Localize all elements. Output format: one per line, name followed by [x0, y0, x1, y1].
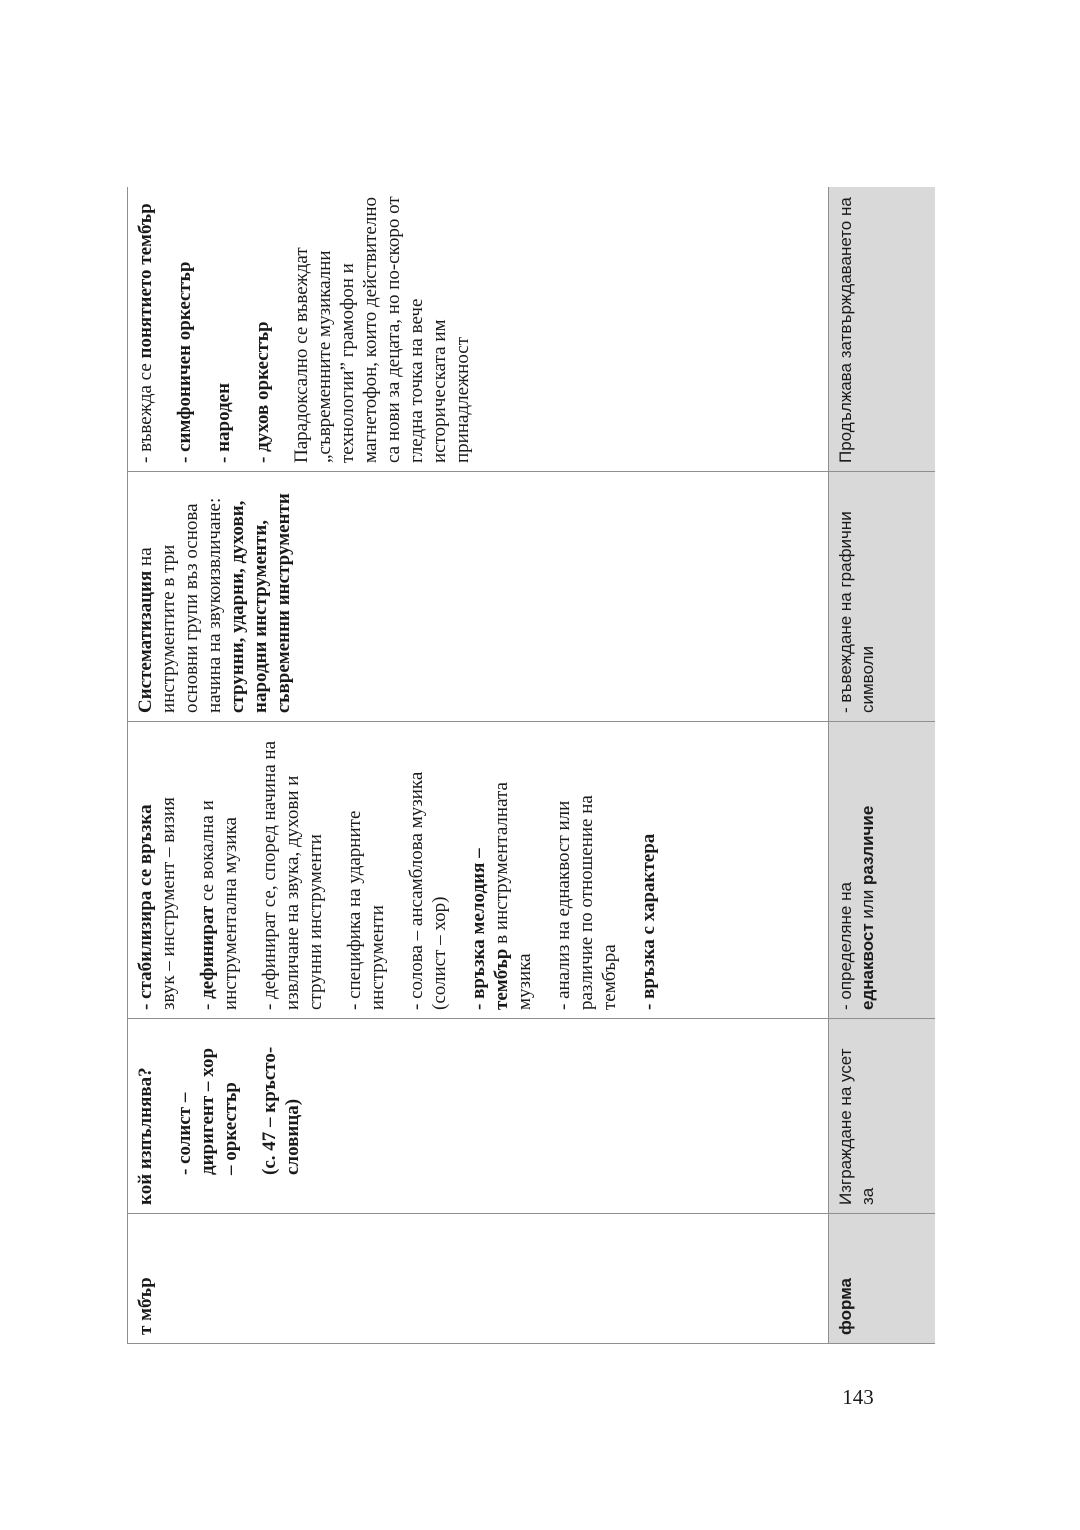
concept-item: - симфоничен оркестър: [174, 261, 195, 463]
activity-item: - дефинират се, според начина на извличане на звука, духови и струнни инструменти: [259, 740, 326, 1010]
cell-form-activity: - определяне на еднаквост или различие: [829, 722, 936, 1019]
cell-topic: [128, 1214, 829, 1344]
concept-item: - въвежда се понятието тембър: [135, 203, 156, 463]
concept-item: - народен: [213, 382, 234, 463]
activity-item: - анализ на еднаквост или различие по отношение на тембъра: [553, 795, 620, 1010]
cell-form-goal: Изграждане на усет за: [829, 1019, 936, 1214]
performer-list: - солист – диригент – хор – оркестър: [174, 1047, 241, 1175]
cell-systematization: [128, 472, 829, 722]
cell-form-label: форма: [829, 1214, 936, 1344]
page-number: 143: [842, 1385, 874, 1409]
table-row: [829, 187, 936, 1344]
performer-reference: (с. 47 – кръсто-словица): [259, 1046, 303, 1175]
activity-item: - връзка мелодия – тембър в инструменталната музика: [468, 782, 535, 1010]
activity-item: - дефинират се вокална и инструментална музика: [197, 800, 241, 1010]
rotated-table: [127, 187, 935, 1344]
topic-label: т мбър: [135, 1277, 156, 1335]
lesson-plan-table: [127, 187, 935, 1344]
cell-form-symbols: - въвеждане на графични символи: [829, 472, 936, 722]
activity-item: - специфика на ударните инструменти: [344, 810, 388, 1010]
activity-item: - стабилизира се връзка звук – инструмент – визия: [135, 797, 179, 1010]
concept-paragraph: Парадоксално се въвеждат „съвременните музикални технологии” грамофон и магнетофон, които действително са нови за децата, но по-скоро от гледна точка на вече историческата им принадлежност: [291, 196, 473, 463]
performer-question: кой изпълнява?: [135, 1067, 156, 1205]
concept-item: - духов оркестър: [252, 321, 273, 463]
cell-concepts: [128, 187, 829, 472]
cell-activities: [128, 722, 829, 1019]
activity-item: - връзка с характера: [638, 833, 659, 1010]
table-row: [128, 187, 829, 1344]
rotated-table-frame: [127, 187, 935, 1344]
cell-form-continues: Продължава затвърждаването на: [829, 187, 936, 472]
activity-item: - солова – ансамблова музика (солист – хор): [406, 771, 450, 1010]
systematization-text: Систематизация на инструментите в три основни групи въз основа начина на звукоизвличане: струнни, ударни, духови, народни инструменти, съвременни инструменти: [135, 493, 294, 713]
cell-performer: [128, 1019, 829, 1214]
